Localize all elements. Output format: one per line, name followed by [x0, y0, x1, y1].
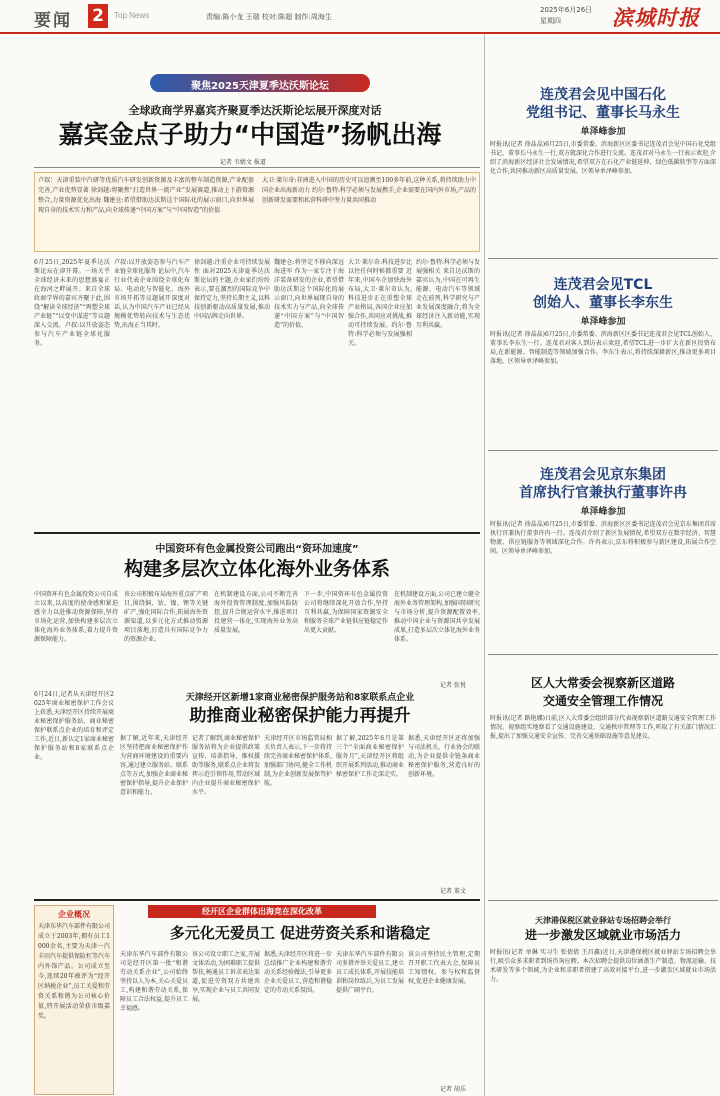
lead-summary-right: 大卫·莱尔奇:非洲进入中国的历史可以追溯至100多年前,这种关系,将持续助力中国企业出海新动力 约尔·鲁特:科学必须与发展携手,企业需要在国内外市场,产品的创新研发需要和私营科研中坚力量共同推动 [262, 177, 476, 204]
section-title: 要闻 [34, 11, 72, 31]
page-number: 2 [88, 4, 108, 28]
bottom-col-1: 天津东华汽车部件有限公司是经开区第一批“和谐劳动关系企业”,公司始终坚持以人为本,关心关爱员工,构建和谐劳动关系,保障员工合法权益,提升员工幸福感。 [120, 951, 188, 1012]
third-pretitle: 天津经开区新增1家商业秘密保护服务站和8家联系点企业 [185, 693, 415, 703]
right-art3-title-1: 连茂君会见京东集团 [540, 467, 666, 483]
right-art4-title-2: 交通安全管理工作情况 [542, 694, 663, 708]
weekday-text: 星期四 [540, 17, 561, 25]
company-profile-title: 企业概况 [58, 910, 90, 919]
mid-col-3: 在机制建设方面,公司不断完善海外投资管理制度,加强风险防控,提升合规运营水平,推进项目投建营一体化,实现海外业务高质量发展。 [214, 591, 298, 634]
third-col-5: 据悉,天津经开区还将加强与司法机关、行业协会的联动,为企业提供全链条商业秘密保护服务,营造良好的创新环境。 [408, 735, 480, 778]
company-profile-text: 天津东华汽车部件有限公司成立于2003年,拥有员工1000余名,主要为天津一汽丰田汽车提供保险杠等汽车内外饰产品。公司成立至今,连续20年被评为“经开区纳税企业”,员工关爱和劳资关系和谐为公司核心价值,特开展活动荣获市级嘉奖。 [38, 923, 110, 1020]
right-art3-subtitle: 单泽峰参加 [580, 507, 626, 517]
right-art2-title-2: 创始人、董事长李东生 [533, 295, 673, 311]
right-art4-text: 时报讯(记者 路艳娜)日前,区人大常委会组织部分代表视察新区道路交通安全管理工作情况。视察组实地察看了交通设施建设、交通秩序管理等工作,听取了有关部门情况汇报,提出了加强交通安全宣传、完善交通基础设施等意见建议。 [490, 715, 716, 740]
third-col-3: 天津经开区市场监管局相关负责人表示,下一步将持续完善商业秘密保护体系,加强部门协同,健全工作机制,为企业创新发展保驾护航。 [264, 735, 332, 787]
right-art3-title-2: 首席执行官兼执行董事许冉 [519, 485, 687, 501]
right-art1-title-1: 连茂君会见中国石化 [540, 87, 666, 103]
right-art5-title-1: 天津港保税区就业驿站专场招聘会举行 [535, 916, 671, 925]
mid-col-5: 在机制建设方面,公司已建立健全海外业务管理架构,加强国别研究与市场分析,提升资源配置效率,推动中国企业与资源国共享发展成果,打造多层次立体化海外业务体系。 [394, 591, 480, 643]
mid-byline: 记者 张悦 [440, 682, 466, 689]
third-col-2: 记者了解到,商业秘密保护服务站将为企业提供政策宣传、培训指导、维权援助等服务,联系点企业将发挥示范引领作用,带动区域内企业提升商业秘密保护水平。 [192, 735, 260, 796]
newspaper-logo: 滨城时报 [612, 5, 700, 30]
lead-col-1: 6月25日,2025年夏季达沃斯论坛在津开幕。一场关乎全球经济未来的思想盛宴正在海河之畔展开。来自全球政商学界的嘉宾齐聚于此,围绕“解读全球经济”“再塑全球产业链”“以变中谋进”等议题深入交流。卢叔:以开放姿态参与汽车产业链全球化服务。 [34, 259, 110, 347]
lead-summary-left: 卢叔：天津重装中汽研等优质汽车研发创新资源及丰富的整车制造资源,产业配套完善,产业优势显著 徐剑越:将聚焦“打造世界一流产业”发展赛道,推动上下游资源整合,力量资源优化出海 魏建仓:希望借助达沃斯这个国际化的展示窗口,向世界展现自身的技术实力和产品,向全球传递“中国方案”与“中国智造”的价值 [38, 177, 254, 214]
mid-col-1: 中国资环有色金属投资公司自成立以来,以高度的使命感和紧迫感全力以赴推动资源保障,坚持市场化运营,加快构建多层次立体化海外业务体系,着力提升资源保障能力。 [34, 591, 118, 643]
right-art2-subtitle: 单泽峰参加 [580, 317, 626, 327]
lead-pretitle: 全球政商学界嘉宾齐聚夏季达沃斯论坛展开深度对话 [128, 104, 382, 117]
third-col-1: 据了解,近年来,天津经开区坚持把商业秘密保护作为营商环境建设的重要内容,通过建立服务站、联系点等方式,加强企业商业秘密保护指导,提升企业保护意识和能力。 [120, 735, 188, 796]
right-art1-subtitle: 单泽峰参加 [580, 127, 626, 137]
issue-date [540, 5, 592, 27]
right-art2-title-1: 连茂君会见TCL [553, 277, 653, 293]
lead-col-6: 约尔·鲁特:科学必须与发展强相关 来自达沃斯的嘉宾认为,中国在可再生能源、电动汽车等领域走在前列,科学研究与产业发展深度融合,将为全球经济注入新动能,实现互利共赢。 [416, 259, 480, 329]
right-art1-text: 时报讯(记者 徐晶晶)6月25日,市委常委、滨海新区区委书记连茂君会见中国石化党组书记、董事长马永生一行,双方就深化合作进行交流。连茂君对马永生一行表示欢迎,介绍了滨海新区经济社会发展情况,希望双方在石化产业链延伸、绿色低碳转型等方面深化合作,共同推动新区高质量发展。区领导单泽峰参加。 [490, 141, 716, 175]
mid-col-2: 该公司积极布局海外重点矿产项目,围绕铜、钴、镍、锂等关键矿产,强化国际合作,拓展海外资源渠道,以多元化方式推动资源项目落地,打造具有国际竞争力的资源企业。 [124, 591, 208, 643]
lead-col-4: 魏建仓:将坚定不移向深远海进军 作为一家专注于海洋装备研发的企业,希望借助达沃斯这个国际化的展示窗口,向世界展现自身的技术实力与产品,向全球传递“中国方案”与“中国智造”的价值。 [274, 259, 344, 329]
bottom-byline: 记者 胡乐 [440, 1086, 466, 1093]
column-divider [484, 34, 485, 1096]
right-art5-text: 时报讯(记者 单琳 实习生 张倩倩 王昌鑫)近日,天津港保税区就业驿站专场招聘会举行,吸引众多求职者到场咨询应聘。本次招聘会提供岗位涵盖生产制造、物流运输、技术研发等多个领域,为企业和求职者搭建了高效对接平台,进一步激发区域就业市场活力。 [490, 949, 716, 983]
mid-rule [34, 532, 480, 534]
right-art5-title-2: 进一步激发区域就业市场活力 [524, 928, 681, 942]
right-rule-4 [488, 900, 718, 901]
lead-col-2: 卢叔:以开放姿态参与汽车产业链全球化服务 论坛中,汽车行业代表企业围绕全球化布局、电动化与智能化、海外市场开拓等议题展开深度对话,认为中国汽车产业已经从规模优势转向技术与生态优势,出海正当其时。 [114, 259, 190, 329]
right-art4-title-1: 区人大常委会视察新区道路 [530, 676, 675, 690]
third-intro: 6月24日,记者从天津经开区2025年商业秘密保护工作会议上获悉,天津经开区持续开展商业秘密保护服务站、商业秘密保护联系点企业的培育和评定工作,近日,新认定1家商业秘密保护服务站和8家联系点企业。 [34, 691, 114, 761]
right-art2-text: 时报讯(记者 徐晶晶)6月25日,市委常委、滨海新区区委书记连茂君会见TCL创始人、董事长李东生一行。连茂君对客人到访表示欢迎,希望TCL进一步扩大在新区投资布局,在新能源、智能制造等领域加强合作。李东生表示,将持续深耕新区,推动更多项目落地。区领导单泽峰参加。 [490, 331, 716, 365]
lead-kicker: 聚焦2025天津夏季达沃斯论坛 [191, 81, 329, 92]
bottom-banner: 经开区企业群体出海竞在深化改革 [202, 907, 322, 916]
mid-headline: 构建多层次立体化海外业务体系 [123, 558, 390, 580]
date-text: 2025年6月26日 [540, 6, 593, 14]
masthead [0, 0, 720, 34]
bottom-col-2: 该公司设立职工之家,开展文体活动,为困难职工提供帮扶,畅通员工诉求表达渠道,促进劳资双方共建共享,实现企业与员工共同发展。 [192, 951, 260, 1003]
lead-byline: 记者 韦婧文 报道 [220, 159, 266, 166]
bottom-headline: 多元化无爱员工 促进劳资关系和谐稳定 [169, 924, 431, 942]
mid-col-4: 下一步,中国资环有色金属投资公司将继续深化开放合作,坚持互利共赢,为保障国家资源安全和服务全球产业链供应链稳定作出更大贡献。 [304, 591, 388, 634]
right-rule-1 [488, 258, 718, 259]
section-subtitle: Top News [114, 11, 150, 20]
lead-rule [34, 167, 480, 168]
bottom-rule [34, 899, 480, 901]
right-rule-3 [488, 654, 718, 655]
right-rule-2 [488, 450, 718, 451]
right-art3-text: 时报讯(记者 徐晶晶)6月25日,市委常委、滨海新区区委书记连茂君会见京东集团首席执行官兼执行董事许冉一行。连茂君介绍了新区发展情况,希望双方在数字经济、智慧物流、供应链服务等领域深化合作。许冉表示,京东将积极参与新区建设,拓展合作空间。区领导单泽峰参加。 [490, 521, 716, 555]
mid-pretitle: 中国资环有色金属投资公司跑出“资环加速度” [155, 544, 359, 555]
lead-col-3: 徐剑越:注重企业可持续发展性 面对2025天津夏季达沃斯论坛的主题,企业家们纷纷表示,要在激烈的国际竞争中保持定力,坚持长期主义,以科技创新驱动高质量发展,推动中国品牌走向世界。 [194, 259, 270, 320]
editors-credit: 责编:陈小龙 王瑞 校对:陈超 制作:周海生 [206, 13, 332, 21]
bottom-col-4: 天津东华汽车部件有限公司多措并举关爱员工,建立员工成长体系,开展技能培训和岗位练兵,为员工发展提供广阔平台。 [336, 951, 404, 994]
lead-col-5: 大卫·莱尔奇:科技进步比以往任何时候都重要 近年来,中国车企加快海外布局,大卫·莱尔奇认为,科技进步正在重塑全球产业格局,各国企业应加强合作,共同应对挑战,推动可持续发展。约尔·鲁特:科学必须与发展强相关。 [348, 259, 412, 347]
bottom-col-5: 该公司坚持民主管理,定期召开职工代表大会,保障员工知情权、参与权和监督权,促进企业健康发展。 [408, 951, 480, 985]
third-headline: 助推商业秘密保护能力再提升 [189, 706, 411, 726]
third-byline: 记者 董文 [440, 888, 466, 895]
lead-headline: 嘉宾金点子助力“中国造”扬帆出海 [58, 120, 442, 149]
right-art1-title-2: 党组书记、董事长马永生 [526, 105, 680, 121]
bottom-col-3: 据悉,天津经开区将进一步总结推广企业构建和谐劳动关系经验做法,引导更多企业关爱员工,营造和谐稳定的劳动关系氛围。 [264, 951, 332, 994]
third-col-4: 据了解,2025年6月是第三个“全面商业秘密保护服务月”,天津经开区将组织开展系列活动,推动商业秘密保护工作走深走实。 [336, 735, 404, 778]
